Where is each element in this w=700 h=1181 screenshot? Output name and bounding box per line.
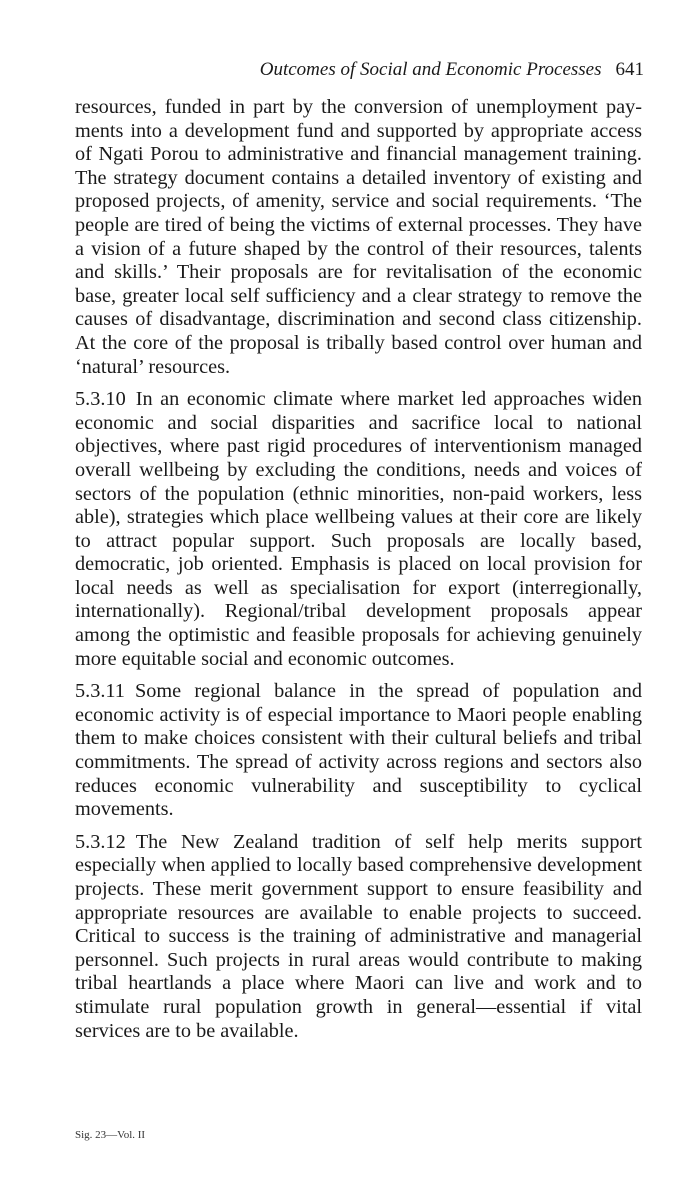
running-title: Outcomes of Social and Economic Processes <box>259 59 602 80</box>
paragraph-text: In an economic climate where market led approaches widen economic and social disparities and sacrifice local to national objectives, where past rigid procedures of interventionism managed overall wellbeing by excluding the conditions, needs and voices of sectors of the population (ethnic minorities, non-paid workers, less able), strategies which place wellbeing values at their core are likely to attract popular support. Such proposals are locally based, democratic, job oriented. Emphasis is placed on local provision for local needs as well as specialisation for export (interregionally, internationally). Regional/tribal development proposals appear among the optimistic and feasible proposals for achieving genuinely more equitable social and economic outcomes. <box>75 388 642 670</box>
paragraph-continued <box>75 96 642 379</box>
paragraph-5-3-12 <box>75 831 642 1043</box>
paragraph-number: 5.3.11 <box>75 680 125 703</box>
paragraph-text: The New Zealand tradition of self help merits support especially when applied to locally based comprehensive development projects. These merit government support to ensure feasibility and appropriate resources are available to enable projects to succeed. Critical to success is the training of administrative and managerial personnel. Such projects in rural areas would contribute to making tribal heartlands a place where Maori can live and work and to stimulate rural population growth in general—essential if vital services are to be available. <box>75 830 642 1042</box>
running-head <box>260 58 644 82</box>
signature-mark: Sig. 23—Vol. II <box>75 1129 146 1141</box>
paragraph-number: 5.3.10 <box>75 388 126 411</box>
paragraph-text: Some regional balance in the spread of population and economic activity is of especial importance to Maori people enabling them to make choices consistent with their cultural beliefs and tribal commitments. The spread of activity across regions and sectors also reduces economic vulnerability and susceptibility to cyclical movements. <box>75 680 642 821</box>
paragraph-number: 5.3.12 <box>75 830 126 853</box>
body-text <box>75 96 642 1052</box>
paragraph-5-3-11 <box>75 680 642 822</box>
paragraph-text: resources, funded in part by the conversion of unemployment payments into a development fund and supported by appropriate access of Ngati Porou to administrative and financial management training. The strategy document contains a detailed inventory of existing and proposed projects, of amenity, service and social requirements. ‘The people are tired of being the victims of external processes. They have a vision of a future shaped by the control of their resources, talents and skills.’ Their proposals are for revitalisation of the economic base, greater local self sufficiency and a clear strategy to remove the causes of disadvantage, discrimination and second class citizenship. At the core of the proposal is tribally based control over human and ‘natural’ resources. <box>75 96 642 378</box>
page-number: 641 <box>615 59 644 80</box>
paragraph-5-3-10 <box>75 388 642 671</box>
